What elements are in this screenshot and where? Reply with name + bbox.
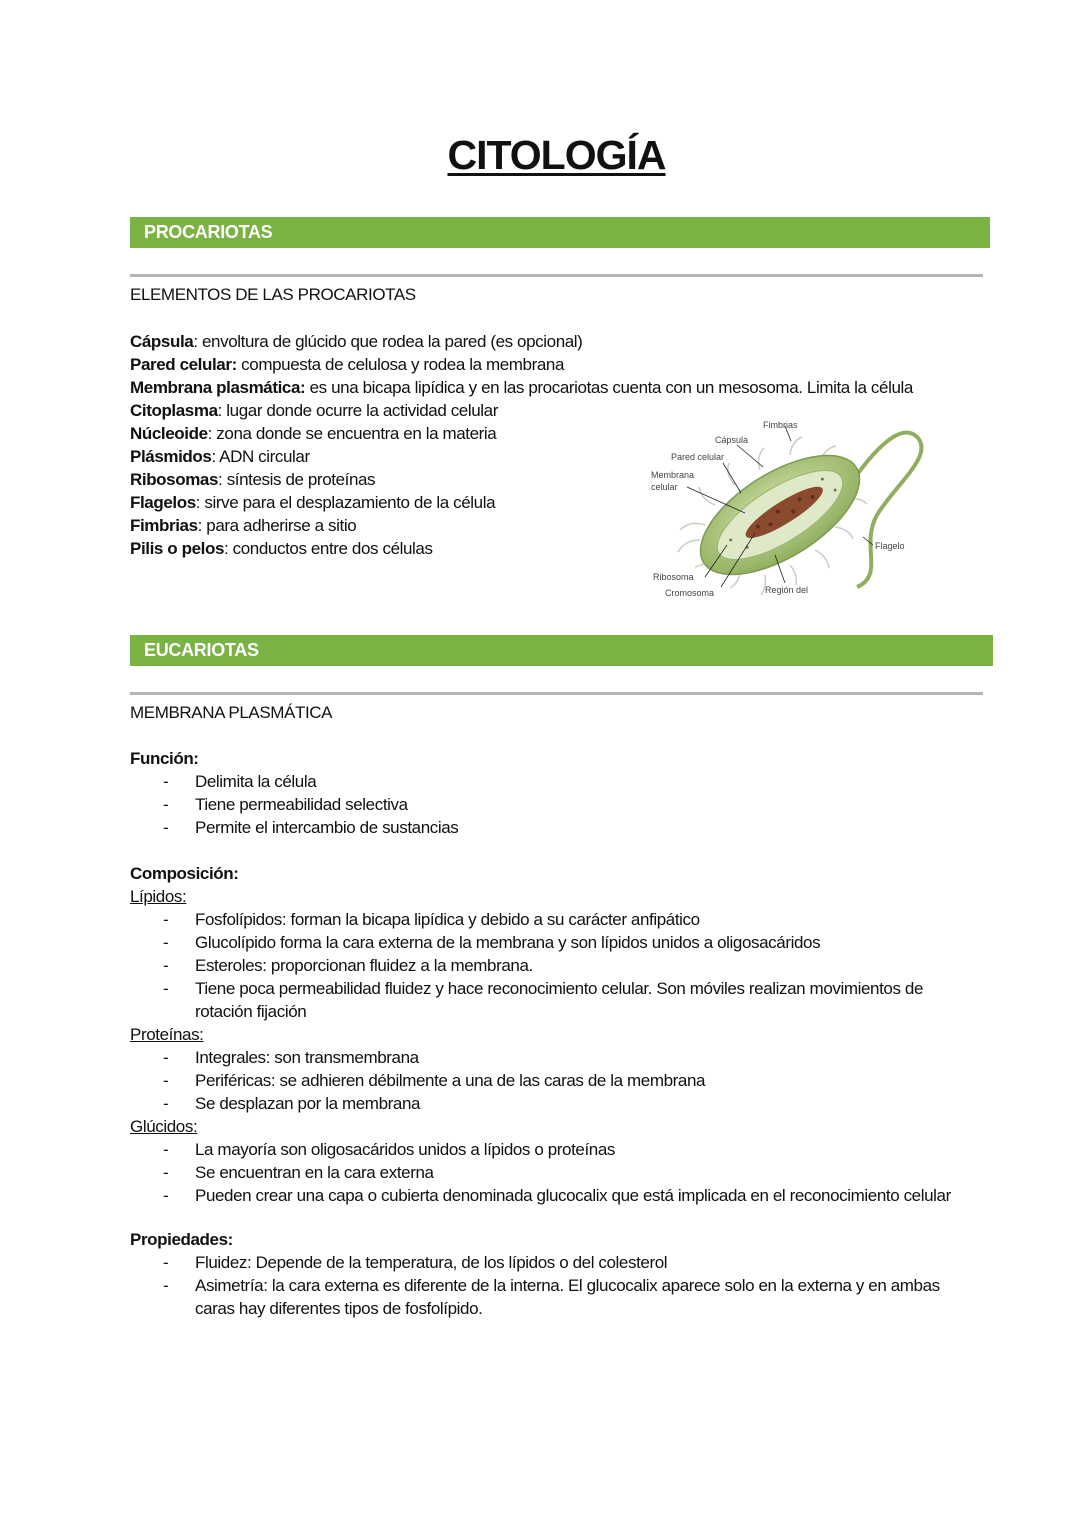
element-term: Núcleoide bbox=[130, 424, 208, 443]
list-item-text: Glucolípido forma la cara externa de la membrana y son lípidos unidos a oligosacáridos bbox=[195, 933, 821, 952]
list-item-text: Delimita la célula bbox=[195, 772, 317, 791]
list-item bbox=[130, 793, 458, 816]
list-item-text: Tiene poca permeabilidad fluidez y hace reconocimiento celular. Son móviles realizan movimientos de bbox=[195, 979, 924, 998]
list-item-continuation bbox=[130, 1297, 940, 1320]
list-item bbox=[130, 1161, 951, 1184]
list-item bbox=[130, 1046, 951, 1069]
list-item bbox=[130, 1138, 951, 1161]
list-item-text: Periféricas: se adhieren débilmente a una de las caras de la membrana bbox=[195, 1071, 706, 1090]
bullet-dash: - bbox=[163, 956, 169, 975]
subheading-elementos: ELEMENTOS DE LAS PROCARIOTAS bbox=[130, 285, 416, 304]
section-divider bbox=[130, 274, 983, 277]
list-item-text: Se desplazan por la membrana bbox=[195, 1094, 421, 1113]
list-item-text: caras hay diferentes tipos de fosfolípido. bbox=[195, 1299, 483, 1318]
proteinas-label: Proteínas: bbox=[130, 1025, 204, 1044]
label-capsula: Cápsula bbox=[715, 435, 749, 445]
lipidos-label: Lípidos: bbox=[130, 887, 187, 906]
section-divider bbox=[130, 692, 983, 695]
bullet-dash: - bbox=[163, 1140, 169, 1159]
element-term: Pared celular: bbox=[130, 355, 237, 374]
list-item-text: Se encuentran en la cara externa bbox=[195, 1163, 434, 1182]
page-title: CITOLOGÍA bbox=[447, 132, 666, 178]
element-desc: : conductos entre dos células bbox=[224, 539, 433, 558]
list-item-text: Permite el intercambio de sustancias bbox=[195, 818, 459, 837]
funcion-heading: Función: bbox=[130, 749, 199, 768]
label-membrana-1: Membrana bbox=[651, 470, 695, 480]
bacterium-diagram bbox=[645, 415, 925, 605]
list-item bbox=[130, 908, 951, 931]
list-item-text: rotación fijación bbox=[195, 1002, 307, 1021]
element-line bbox=[130, 330, 913, 353]
list-item bbox=[130, 770, 458, 793]
list-item bbox=[130, 1092, 951, 1115]
bullet-dash: - bbox=[163, 818, 169, 837]
element-line bbox=[130, 376, 913, 399]
label-membrana-2: celular bbox=[651, 482, 678, 492]
list-item-text: Fosfolípidos: forman la bicapa lipídica y debido a su carácter anfipático bbox=[195, 910, 700, 929]
section-band-procariotas: PROCARIOTAS bbox=[130, 217, 990, 248]
label-fimbrias: Fimbrias bbox=[763, 420, 798, 430]
bullet-dash: - bbox=[163, 1186, 169, 1205]
element-term: Ribosomas bbox=[130, 470, 219, 489]
list-item bbox=[130, 977, 951, 1000]
bullet-dash: - bbox=[163, 1253, 169, 1272]
label-pared: Pared celular bbox=[671, 452, 725, 462]
list-item-continuation bbox=[130, 1000, 951, 1023]
element-desc: : zona donde se encuentra en la materia bbox=[207, 424, 497, 443]
bullet-dash: - bbox=[163, 1048, 169, 1067]
element-desc: : lugar donde ocurre la actividad celular bbox=[217, 401, 498, 420]
list-item bbox=[130, 1069, 951, 1092]
list-item bbox=[130, 1184, 951, 1207]
list-item bbox=[130, 1274, 940, 1297]
list-item-text: Fluidez: Depende de la temperatura, de los lípidos o del colesterol bbox=[195, 1253, 668, 1272]
list-item-text: Asimetría: la cara externa es diferente de la interna. El glucocalix aparece solo en la externa y en ambas bbox=[195, 1276, 940, 1295]
bullet-dash: - bbox=[163, 910, 169, 929]
label-ribosoma: Ribosoma bbox=[653, 572, 694, 582]
list-item bbox=[130, 816, 458, 839]
bullet-dash: - bbox=[163, 979, 169, 998]
bullet-dash: - bbox=[163, 1071, 169, 1090]
bullet-dash: - bbox=[163, 1163, 169, 1182]
list-item-text: Esteroles: proporcionan fluidez a la membrana. bbox=[195, 956, 533, 975]
label-cromosoma: Cromosoma bbox=[665, 588, 715, 598]
list-item-text: Pueden crear una capa o cubierta denominada glucocalix que está implicada en el reconocimiento celular bbox=[195, 1186, 951, 1205]
composicion-section bbox=[130, 862, 951, 1207]
glucidos-label: Glúcidos: bbox=[130, 1117, 198, 1136]
list-item bbox=[130, 931, 951, 954]
element-desc: : para adherirse a sitio bbox=[197, 516, 357, 535]
element-term: Plásmidos bbox=[130, 447, 212, 466]
list-item-text: Integrales: son transmembrana bbox=[195, 1048, 419, 1067]
element-desc: : sirve para el desplazamiento de la célula bbox=[195, 493, 496, 512]
element-term: Cápsula bbox=[130, 332, 194, 351]
funcion-section bbox=[130, 747, 458, 839]
label-flagelo: Flagelo bbox=[875, 541, 905, 551]
propiedades-heading: Propiedades: bbox=[130, 1230, 233, 1249]
propiedades-section bbox=[130, 1228, 940, 1320]
list-item-text: Tiene permeabilidad selectiva bbox=[195, 795, 408, 814]
element-desc: : ADN circular bbox=[211, 447, 310, 466]
bullet-dash: - bbox=[163, 1276, 169, 1295]
section-band-eucariotas: EUCARIOTAS bbox=[130, 635, 993, 666]
element-term: Fimbrias bbox=[130, 516, 198, 535]
element-line bbox=[130, 353, 913, 376]
element-desc: es una bicapa lipídica y en las procariotas cuenta con un mesosoma. Limita la célula bbox=[305, 378, 913, 397]
composicion-heading: Composición: bbox=[130, 864, 239, 883]
element-desc: : envoltura de glúcido que rodea la pared (es opcional) bbox=[193, 332, 583, 351]
element-term: Membrana plasmática: bbox=[130, 378, 306, 397]
element-term: Citoplasma bbox=[130, 401, 218, 420]
element-term: Flagelos bbox=[130, 493, 196, 512]
element-desc: compuesta de celulosa y rodea la membrana bbox=[236, 355, 565, 374]
bullet-dash: - bbox=[163, 933, 169, 952]
bullet-dash: - bbox=[163, 795, 169, 814]
list-item bbox=[130, 954, 951, 977]
label-region: Región del bbox=[765, 585, 809, 595]
element-term: Pilis o pelos bbox=[130, 539, 224, 558]
bullet-dash: - bbox=[163, 1094, 169, 1113]
list-item-text: La mayoría son oligosacáridos unidos a lípidos o proteínas bbox=[195, 1140, 616, 1159]
list-item bbox=[130, 1251, 940, 1274]
bullet-dash: - bbox=[163, 772, 169, 791]
flagellum-shape bbox=[850, 433, 922, 587]
subheading-membrana: MEMBRANA PLASMÁTICA bbox=[130, 703, 333, 722]
element-desc: : síntesis de proteínas bbox=[218, 470, 376, 489]
